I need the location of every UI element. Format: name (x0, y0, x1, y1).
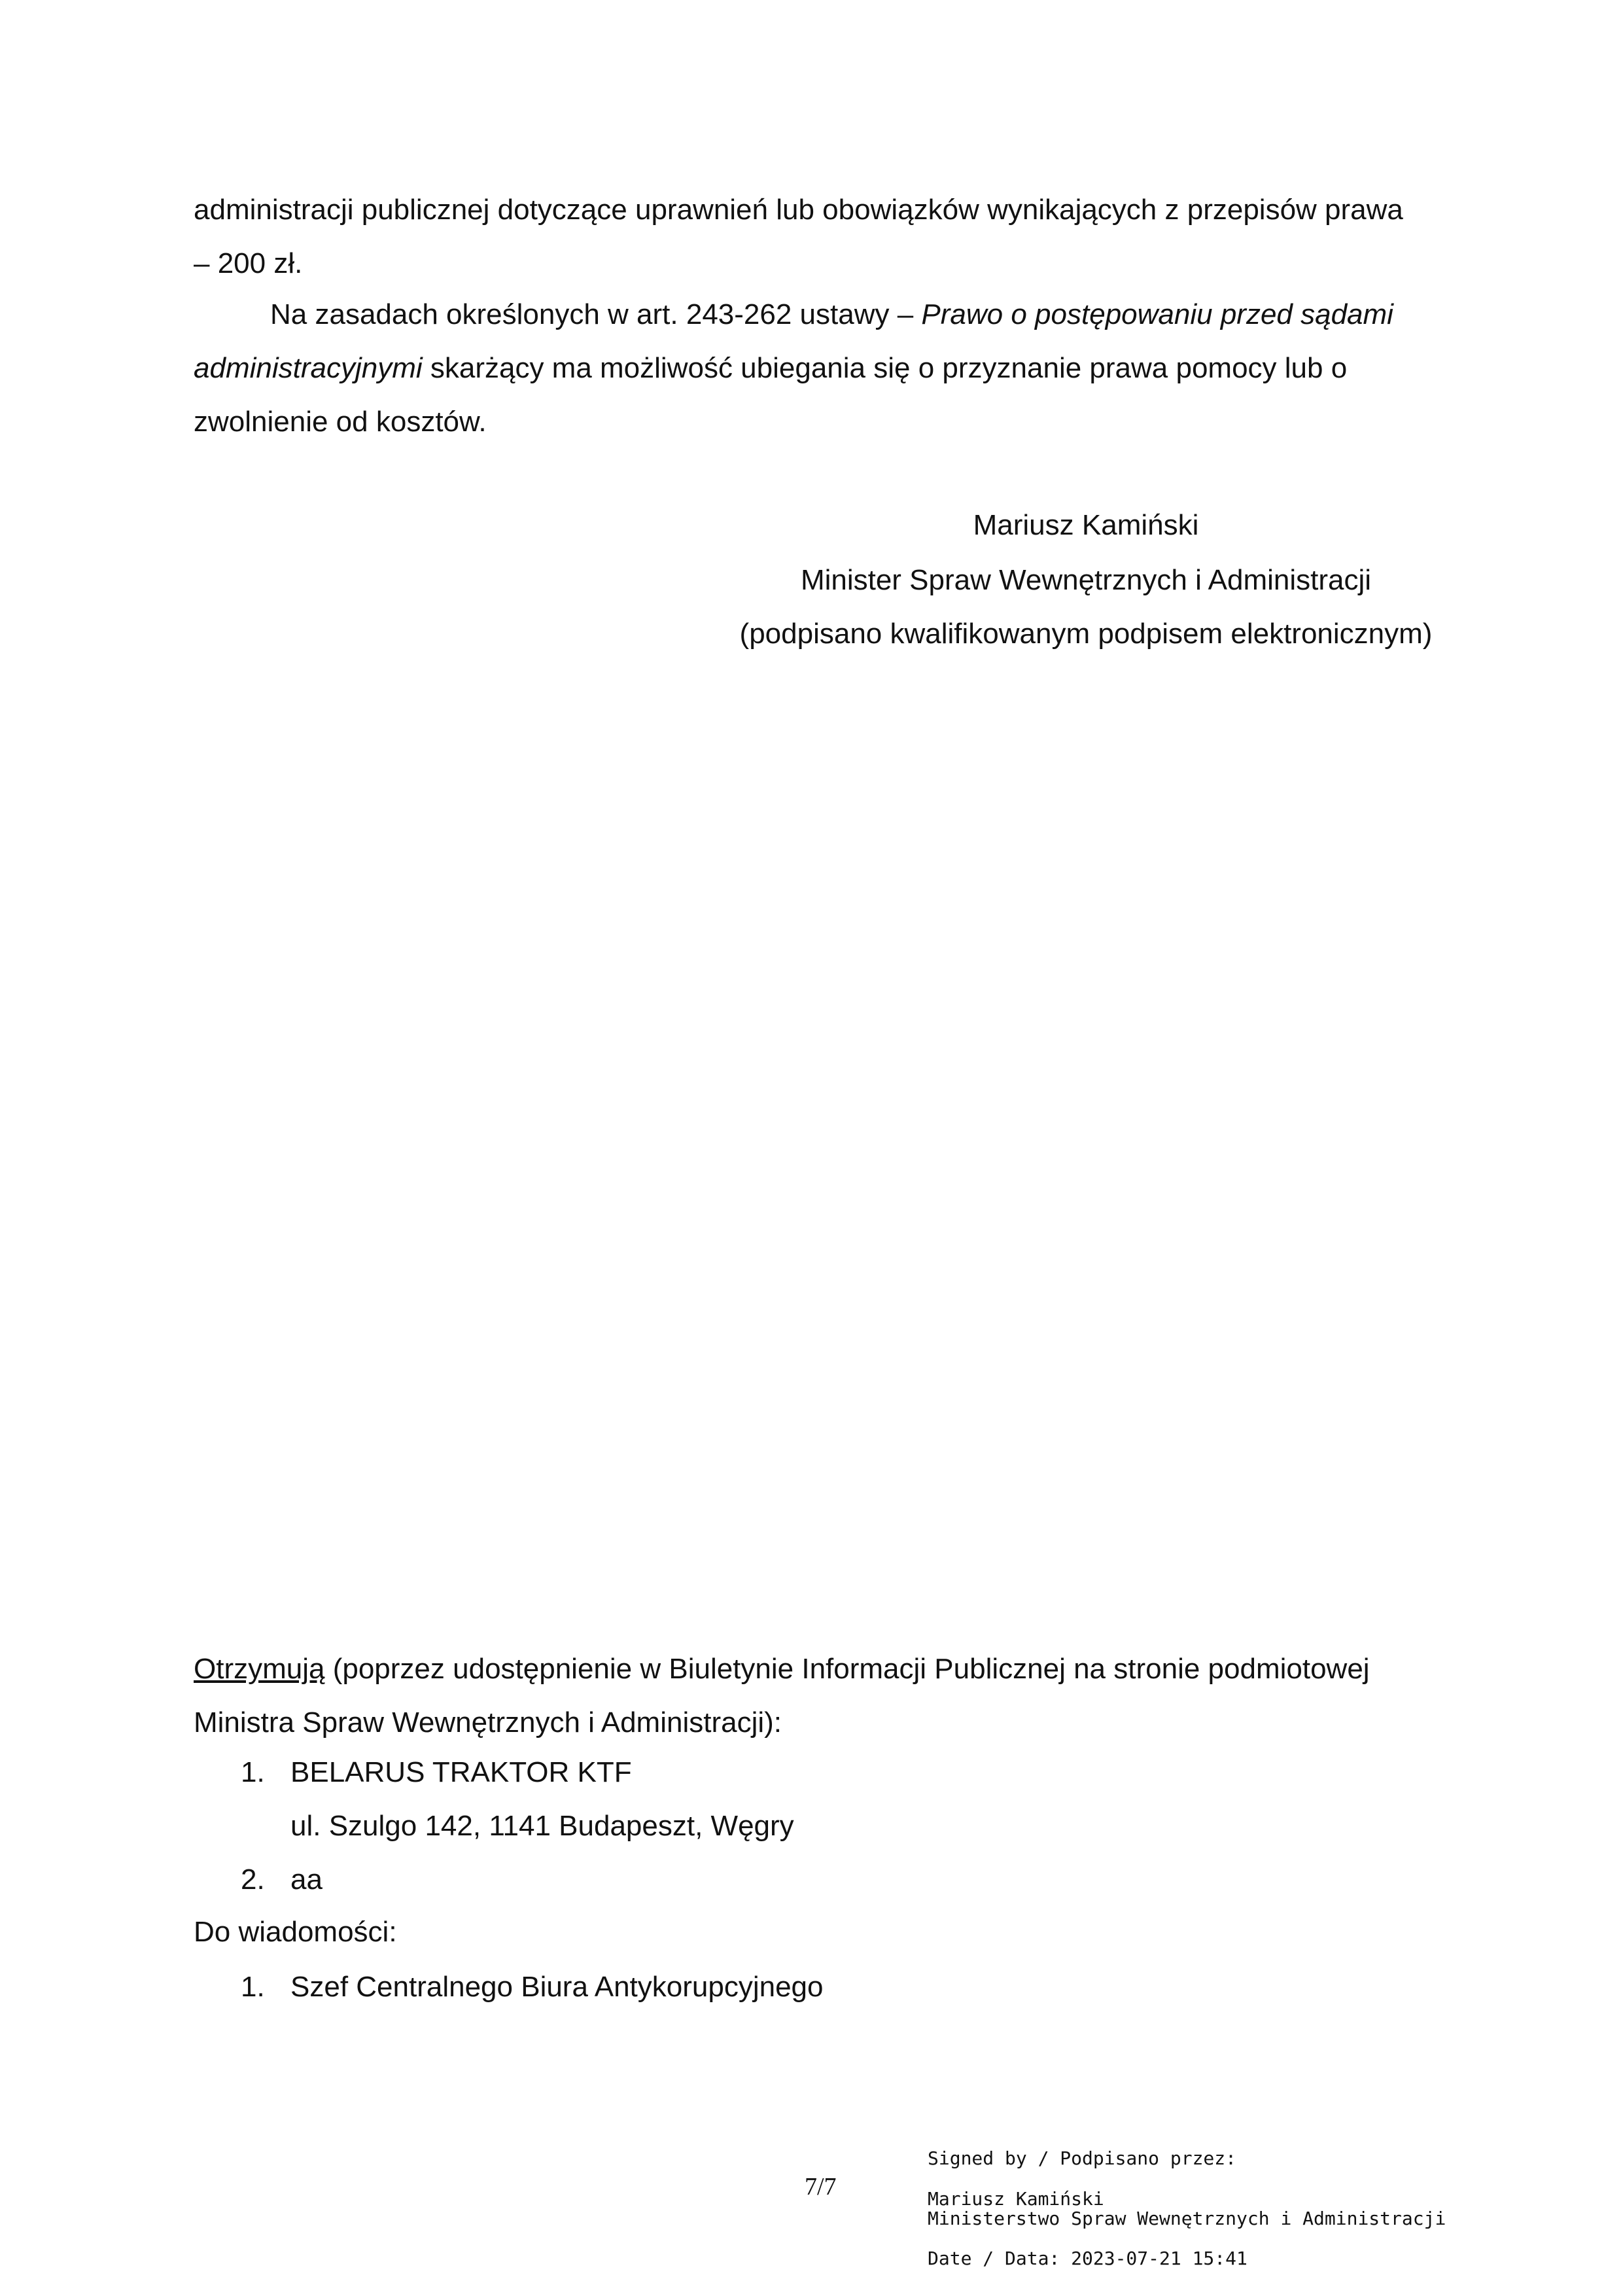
recipients-label: Otrzymują (194, 1653, 325, 1685)
e-signature-signed-by: Signed by / Podpisano przez: (928, 2147, 1237, 2169)
info-recipient-1-name: Szef Centralnego Biura Antykorupcyjnego (290, 1971, 824, 2003)
recipient-2-name: aa (290, 1863, 323, 1896)
statute-title-part-1: Prawo o postępowaniu przed sądami (921, 298, 1393, 330)
paragraph-2-line-2 (194, 342, 1450, 395)
recipient-1-number: 1. (241, 1756, 265, 1788)
signatory-name: Mariusz Kamiński (973, 509, 1199, 541)
paragraph-2-line-1 (270, 288, 1526, 341)
page-number: 7/7 (805, 2173, 837, 2200)
paragraph-2-text: Na zasadach określonych w art. 243-262 ustawy – (270, 298, 922, 330)
statute-title-part-2: administracyjnymi (194, 352, 423, 384)
signatory-title: Minister Spraw Wewnętrznych i Administracji (800, 564, 1372, 596)
recipient-2-number: 2. (241, 1863, 265, 1896)
e-signature-signer: Mariusz Kamiński (928, 2188, 1104, 2210)
paragraph-2-line-3: zwolnienie od kosztów. (194, 406, 487, 438)
recipient-1-address: ul. Szulgo 142, 1141 Budapeszt, Węgry (290, 1810, 794, 1842)
e-signature-organization: Ministerstwo Spraw Wewnętrznych i Administracji (928, 2208, 1446, 2229)
paragraph-2-continuation: skarżący ma możliwość ubiegania się o przyznanie prawa pomocy lub o (422, 352, 1348, 384)
recipients-heading-line-2: Ministra Spraw Wewnętrznych i Administracji): (194, 1706, 782, 1739)
for-information-heading: Do wiadomości: (194, 1916, 397, 1948)
recipients-heading (194, 1642, 1450, 1695)
body-line-2: – 200 zł. (194, 247, 303, 279)
recipient-1-name: BELARUS TRAKTOR KTF (290, 1756, 632, 1788)
signature-note: (podpisano kwalifikowanym podpisem elektronicznym) (739, 618, 1433, 650)
recipients-heading-rest: (poprzez udostępnienie w Biuletynie Informacji Publicznej na stronie podmiotowej (324, 1653, 1370, 1685)
body-line-1: administracji publicznej dotyczące uprawnień lub obowiązków wynikających z przepisów prawa (194, 194, 1403, 226)
e-signature-date: Date / Data: 2023-07-21 15:41 (928, 2248, 1248, 2269)
info-recipient-1-number: 1. (241, 1971, 265, 2003)
